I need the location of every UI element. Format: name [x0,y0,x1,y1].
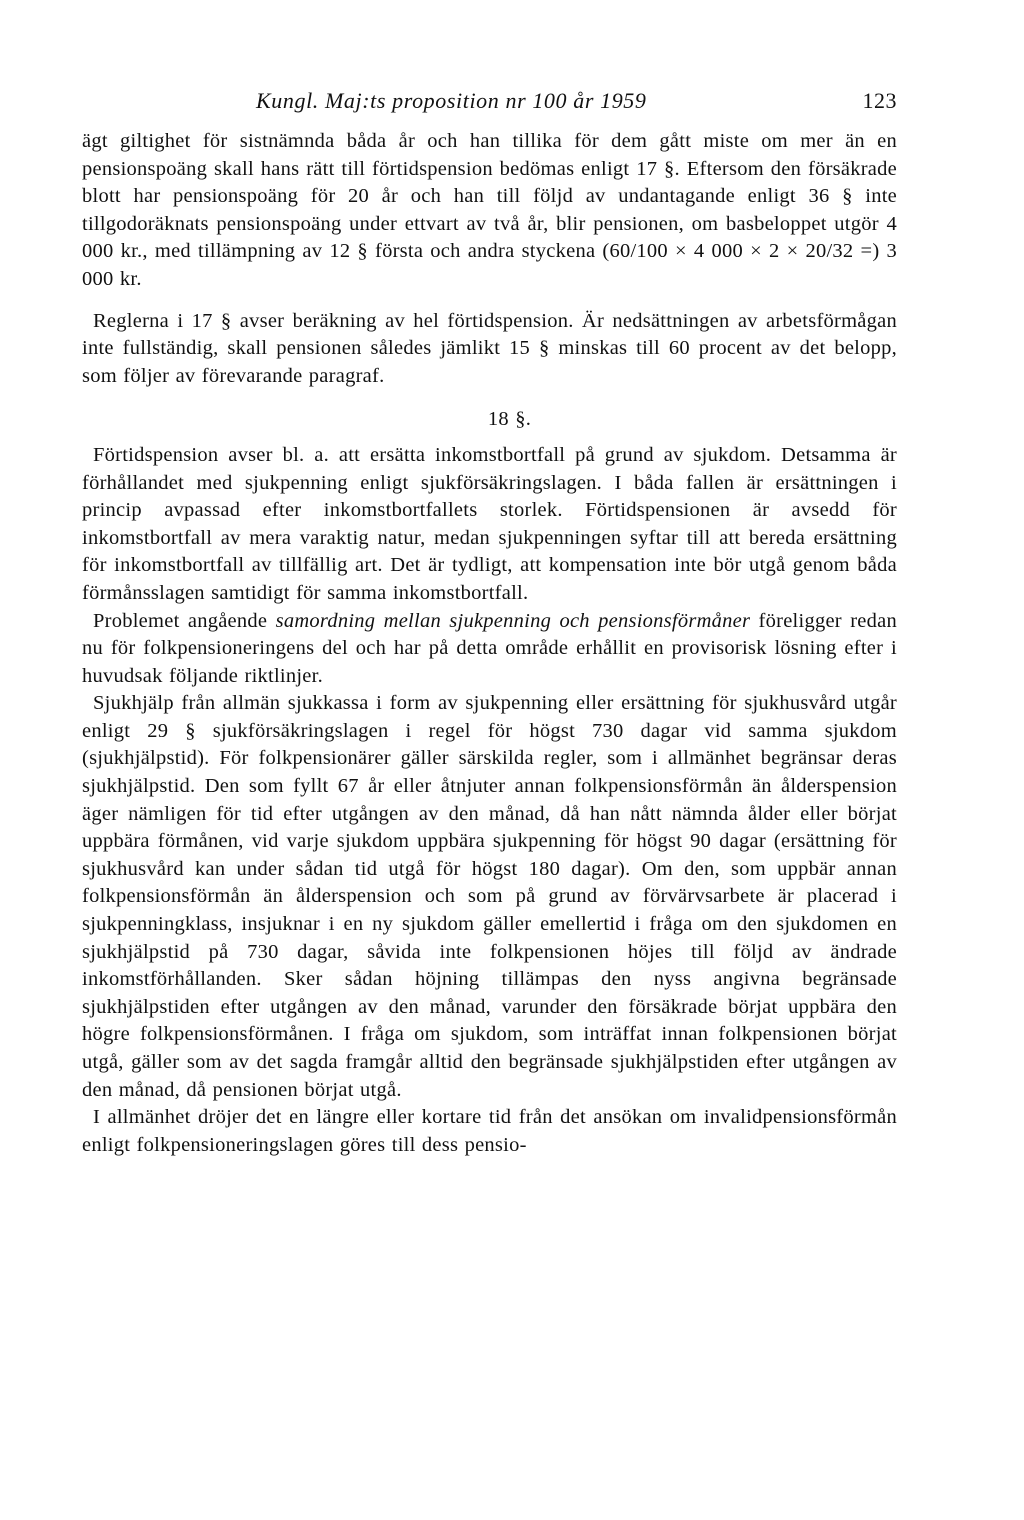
running-title: Kungl. Maj:ts proposition nr 100 år 1959 [256,88,647,113]
paragraph-continuation: ägt giltighet för sistnämnda båda år och han tillika för dem gått miste om mer än en pensionspoäng skall hans rätt till förtidspension bedömas enligt 17 §. Eftersom den försäkrade blott har pensionspoäng för 20 år och han till följd av undantagande enligt 36 § inte tillgodoräknats pensionspoäng under ettvart av två år, blir pensionen, om basbeloppet utgör 4 000 kr., med tillämpning av 12 § första och andra styckena (60/100 × 4 000 × 2 × 20/32 =) 3 000 kr. [82,130,897,290]
body-text [82,128,897,1159]
section-heading: 18 §. [487,408,532,431]
page-number: 123 [862,88,897,113]
paragraph-sjukhjalp: Sjukhjälp från allmän sjukkassa i form av sjukpenning eller ersättning för sjukhusvård utgår enligt 29 § sjukförsäkringslagen i regel för högst 730 dagar vid samma sjukdom (sjukhjälpstid). För folkpensionärer gäller särskilda regler, som i allmänhet begränsar deras sjukhjälpstid. Den som fyllt 67 år eller åtnjuter annan folkpensionsförmån än ålderspension äger nämligen för tid efter utgången av den månad, då han nått nämnda ålder eller börjat uppbära förmånen, vid varje sjukdom uppbära sjukpenning för högst 90 dagar (ersättning för sjukhusvård kan under sådan tid utgå för högst 180 dagar). Om den, som uppbär annan folkpensionsförmån än ålderspension och som på grund av förvärvsarbete är placerad i sjukpenningklass, insjuknar i en ny sjukdom gäller emellertid i fråga om den sjukdomen en sjukhjälpstid på 730 dagar, såvida inte folkpensionen höjes till följd av ändrade inkomstförhållanden. Sker sådan höjning tillämpas den nyss angivna begränsade sjukhjälpstiden efter utgången av den månad, varunder den försäkrade börjat uppbära den högre folkpensionsförmånen. I fråga om sjukdom, som inträffat innan folkpensionen börjat utgå, gäller som av det sagda framgår alltid den begränsade sjukhjälpstiden efter utgången av den månad, då pensionen börjat utgå. [82,692,897,1101]
page-header [82,88,897,128]
paragraph-problemet-italic: samordning mellan sjukpenning och pensionsförmåner [275,609,751,632]
paragraph-problemet-pre: Problemet angående [93,609,276,632]
paragraph-problemet [82,608,897,691]
paragraph-fortidspension: Förtidspension avser bl. a. att ersätta inkomstbortfall på grund av sjukdom. Detsamma är förhållandet med sjukpenning enligt sjukförsäkringslagen. I båda fallen är ersättningen i princip avpassad efter inkomstbortfallets storlek. Förtidspensionen är avsedd för inkomstbortfall av mera varaktig natur, medan sjukpenningen syftar till att bereda ersättning för inkomstbortfall av tillfällig art. Det är tydligt, att kompensation inte bör utgå genom båda förmånsslagen samtidigt för samma inkomstbortfall. [82,443,897,604]
paragraph-allmanhet: I allmänhet dröjer det en längre eller kortare tid från det ansökan om invalidpensionsförmån enligt folkpensioneringslagen göres till dess pensio- [82,1106,897,1156]
paragraph-problemet-post: föreligger redan nu för folkpensioneringens del och har på detta område erhållit en provisorisk lösning efter i huvudsak följande riktlinjer. [82,609,897,687]
paragraph-rules-17: Reglerna i 17 § avser beräkning av hel förtidspension. Är nedsättningen av arbetsförmågan inte fullständig, skall pensionen således jämlikt 15 § minskas till 60 procent av det belopp, som följer av förevarande paragraf. [82,309,897,387]
